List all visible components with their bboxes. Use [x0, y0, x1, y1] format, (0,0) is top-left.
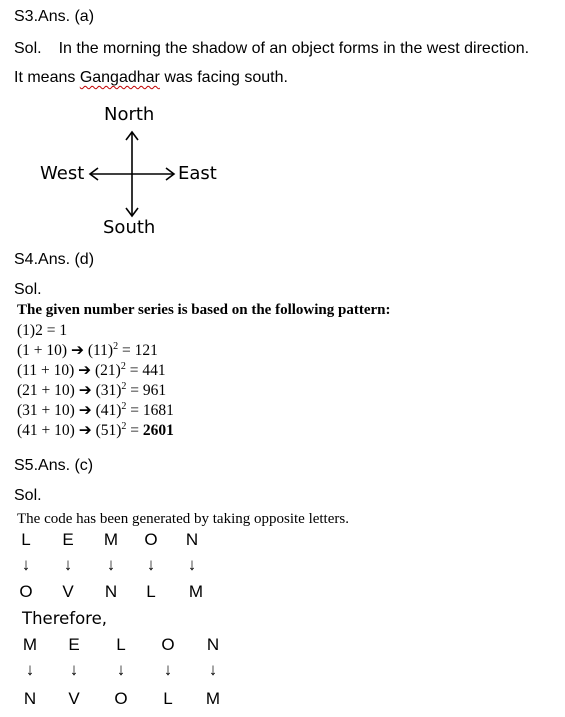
s4-row-4-left: (31 + 10)	[17, 402, 75, 419]
s4-row-2-result: = 441	[125, 362, 166, 379]
s5-word2-letter: N	[206, 635, 220, 654]
compass-west-label: West	[40, 163, 85, 184]
s5-code1-letter: V	[62, 582, 74, 601]
s5-word2-letter: M	[22, 635, 38, 654]
s5-code2-letter: O	[114, 689, 128, 708]
s4-row-1-result: = 121	[118, 342, 158, 359]
s3-sol-label: Sol.	[14, 40, 42, 57]
down-arrow-icon: ↓	[25, 660, 35, 679]
down-arrow-icon: ↓	[187, 555, 197, 574]
s3-sol-text: In the morning the shadow of an object forms in the west direction.	[58, 40, 530, 57]
s4-sol-label: Sol.	[14, 281, 42, 298]
right-arrow-icon: ➔	[78, 421, 92, 439]
s4-row-2-left: (11 + 10)	[17, 362, 75, 379]
down-arrow-icon: ↓	[63, 555, 73, 574]
compass-east-label: East	[178, 163, 217, 184]
s5-word1-letter: L	[21, 530, 31, 549]
s3-sol-line	[14, 40, 529, 58]
s4-row-4-exp: 2	[121, 400, 127, 412]
s5-code1-letter: N	[104, 582, 118, 601]
s4-row-3-exp: 2	[121, 380, 127, 392]
s3-line2	[14, 69, 288, 87]
s4-row-3-left: (21 + 10)	[17, 382, 75, 399]
s4-row-1-exp: 2	[113, 340, 119, 352]
s4-row-5-exp: 2	[121, 420, 127, 432]
s4-row-1	[17, 341, 158, 360]
s5-word1-letter: N	[185, 530, 199, 549]
s5-word1-letter: M	[103, 530, 119, 549]
down-arrow-icon: ↓	[163, 660, 173, 679]
s4-heading: S4.Ans. (d)	[14, 251, 95, 268]
s4-row-5-base: (51)	[95, 422, 122, 439]
compass-south-label: South	[103, 217, 156, 238]
s4-row-3-result: = 961	[126, 382, 167, 399]
down-arrow-icon: ↓	[106, 555, 116, 574]
s3-line2-post: was facing south.	[159, 69, 288, 86]
compass-north-label: North	[104, 104, 155, 125]
s5-word1-letter: O	[144, 530, 158, 549]
down-arrow-icon: ↓	[21, 555, 31, 574]
s5-intro: The code has been generated by taking opposite letters.	[17, 511, 349, 527]
s4-intro: The given number series is based on the following pattern:	[17, 302, 391, 318]
s3-heading: S3.Ans. (a)	[14, 8, 95, 25]
s5-code2-letter: V	[68, 689, 80, 708]
down-arrow-icon: ↓	[208, 660, 218, 679]
s5-therefore: Therefore,	[22, 609, 107, 628]
s4-row-5-result: =	[126, 422, 143, 439]
s5-heading: S5.Ans. (c)	[14, 457, 94, 474]
s4-row-2	[17, 361, 166, 380]
s5-word2-letter: E	[68, 635, 80, 654]
s4-row-4-base: (41)	[95, 402, 122, 419]
s5-code1-letter: M	[188, 582, 204, 601]
s4-row-3-base: (31)	[95, 382, 122, 399]
s5-word2-letter: O	[161, 635, 175, 654]
right-arrow-icon: ➔	[78, 401, 92, 419]
s5-word1-letter: E	[62, 530, 74, 549]
s4-row-5-left: (41 + 10)	[17, 422, 75, 439]
s5-code2-letter: L	[163, 689, 173, 708]
s4-row-3	[17, 381, 166, 400]
s4-row-1-base: (11)	[87, 342, 114, 359]
s5-code2-letter: M	[205, 689, 221, 708]
down-arrow-icon: ↓	[116, 660, 126, 679]
s3-line2-pre: It means	[14, 69, 80, 86]
right-arrow-icon: ➔	[70, 341, 84, 359]
right-arrow-icon: ➔	[78, 381, 92, 399]
compass-cross-icon	[86, 128, 178, 220]
s4-row-5	[17, 421, 174, 440]
s4-row-0	[17, 322, 67, 340]
s5-word2-letter: L	[116, 635, 126, 654]
right-arrow-icon: ➔	[78, 361, 92, 379]
down-arrow-icon: ↓	[69, 660, 79, 679]
s4-row-1-left: (1 + 10)	[17, 342, 68, 359]
s4-row-2-exp: 2	[120, 360, 126, 372]
s3-name-gangadhar: Gangadhar	[79, 69, 160, 86]
s5-code1-letter: O	[19, 582, 33, 601]
s5-code1-letter: L	[146, 582, 156, 601]
down-arrow-icon: ↓	[146, 555, 156, 574]
s5-code2-letter: N	[23, 689, 37, 708]
s4-row-4-result: = 1681	[126, 402, 174, 419]
s4-row-0-text: (1)2 = 1	[17, 322, 68, 339]
s5-sol-label: Sol.	[14, 487, 42, 504]
s4-answer: 2601	[142, 422, 174, 439]
s4-row-4	[17, 401, 174, 420]
s4-row-2-base: (21)	[95, 362, 121, 379]
